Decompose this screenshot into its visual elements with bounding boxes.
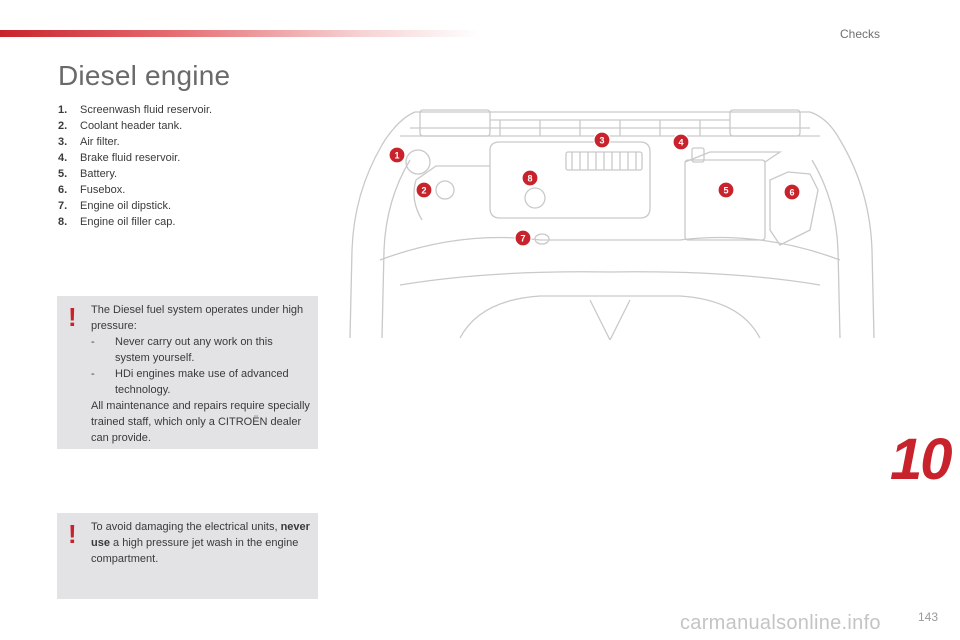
svg-text:2: 2 xyxy=(421,185,427,196)
legend-item: 5. Battery. xyxy=(58,168,118,180)
page-title: Diesel engine xyxy=(58,60,231,91)
marker-2 xyxy=(416,182,432,198)
engine-block xyxy=(490,142,650,218)
svg-text:8: 8 xyxy=(527,173,533,184)
section-label: Checks xyxy=(840,27,881,41)
svg-text:5: 5 xyxy=(723,185,729,196)
svg-text:7: 7 xyxy=(520,233,526,244)
legend-item: 1. Screenwash fluid reservoir. xyxy=(58,104,213,116)
legend-item: 3. Air filter. xyxy=(58,136,120,148)
fusebox-outline xyxy=(770,172,818,245)
svg-text:1: 1 xyxy=(394,150,400,161)
warning-outro: All maintenance and repairs require specially trained staff, which only a CITROËN dealer can provide. xyxy=(91,400,310,444)
marker-3 xyxy=(594,132,610,148)
warning-icon: ! xyxy=(68,302,77,332)
marker-7 xyxy=(515,230,531,246)
header-accent-bar xyxy=(0,30,480,37)
marker-5 xyxy=(718,182,734,198)
warning-bullet: - Never carry out any work on this system yourself. xyxy=(91,336,273,364)
legend-item: 8. Engine oil filler cap. xyxy=(58,216,176,228)
battery-outline xyxy=(685,160,765,240)
warning-intro: The Diesel fuel system operates under high pressure: xyxy=(91,304,304,332)
warning-box-high-pressure xyxy=(57,296,318,449)
warning-icon: ! xyxy=(68,519,77,549)
page-number: 143 xyxy=(918,610,939,624)
component-legend xyxy=(58,102,212,230)
chapter-number: 10 xyxy=(890,427,951,492)
marker-1 xyxy=(389,147,405,163)
screenwash-reservoir-outline xyxy=(406,150,430,174)
legend-item: 4. Brake fluid reservoir. xyxy=(58,152,181,164)
warning-box-jet-wash xyxy=(57,513,318,599)
engine-compartment-diagram xyxy=(340,100,880,340)
legend-item: 2. Coolant header tank. xyxy=(58,120,183,132)
legend-item: 6. Fusebox. xyxy=(58,184,126,196)
marker-8 xyxy=(522,170,538,186)
warning-text: To avoid damaging the electrical units, never use a high pressure jet wash in the engine compartment. xyxy=(91,521,310,565)
watermark: carmanualsonline.info xyxy=(680,612,881,634)
legend-item: 7. Engine oil dipstick. xyxy=(58,200,172,212)
marker-4 xyxy=(673,134,689,150)
svg-text:6: 6 xyxy=(789,187,795,198)
car-body-outline xyxy=(350,112,874,338)
svg-text:3: 3 xyxy=(599,135,605,146)
marker-6 xyxy=(784,184,800,200)
svg-text:4: 4 xyxy=(678,137,684,148)
warning-bullet: - HDi engines make use of advanced technology. xyxy=(91,368,289,396)
